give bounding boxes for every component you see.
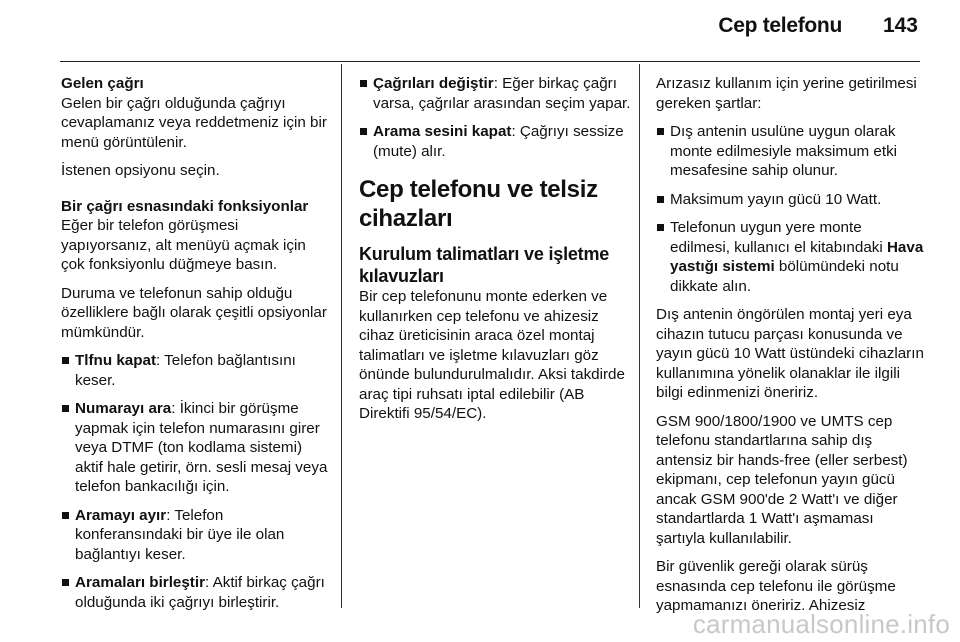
term-merge-calls: Aramaları birleştir bbox=[75, 574, 205, 591]
term-dial-number: Numarayı ara bbox=[75, 400, 172, 417]
conditions-list bbox=[656, 122, 924, 296]
call-functions-list bbox=[61, 351, 331, 612]
list-item bbox=[359, 74, 631, 113]
column-3 bbox=[656, 74, 924, 616]
condition-mounting-pre: Telefonun uygun yere monte edilmesi, kullanıcı el kitabındaki bbox=[670, 219, 887, 256]
term-split-call: Aramayı ayır bbox=[75, 506, 167, 524]
watermark: carmanualsonline.info bbox=[692, 609, 950, 639]
condition-power: Maksimum yayın gücü 10 Watt. bbox=[670, 190, 882, 208]
paragraph-during-call-2: Duruma ve telefonun sahip olduğu özelliklere bağlı olarak çeşitli opsiyonlar mümkündür. bbox=[61, 284, 327, 341]
page-header bbox=[0, 0, 960, 62]
condition-antenna: Dış antenin usulüne uygun olarak monte edilmesiyle maksimum etki mesafesine sahip olunur. bbox=[670, 123, 898, 179]
list-item bbox=[61, 399, 331, 497]
heading-incoming-call: Gelen çağrı bbox=[61, 75, 144, 92]
header-rule bbox=[60, 61, 920, 62]
call-functions-list-cont bbox=[359, 74, 631, 161]
paragraph-conditions: Arızasız kullanım için yerine getirilmesi gereken şartlar: bbox=[656, 75, 917, 112]
bullet-icon bbox=[360, 80, 367, 87]
bullet-icon bbox=[62, 512, 69, 519]
desc-dial-number: : İkinci bir görüşme yapmak için telefon numarasını girer veya DTMF (ton kodlama sistemi) aktif hale getirir, örn. sesli mesaj veya telefon bankacılığı için. bbox=[75, 400, 328, 495]
condition-mounting-post: bölümündeki notu dikkate alın. bbox=[670, 258, 899, 295]
paragraph-safety: Bir güvenlik gereği olarak sürüş esnasında cep telefonu ile görüşme yapmamanızı öneririz. Ahizesiz bbox=[656, 558, 896, 614]
paragraph-gsm: GSM 900/1800/1900 ve UMTS cep telefonu standartlarına sahip dış antensiz bir hands-free (eller serbest) ekipmanı, cep telefonun yayın gücü ancak GSM 900'de 2 Watt'ı ve diğer standartlarda 1 Watt'ı aşmaması şartıyla kullanılabilir. bbox=[656, 412, 908, 547]
paragraph-select-option: İstenen opsiyonu seçin. bbox=[61, 162, 220, 179]
desc-merge-calls: : Aktif birkaç çağrı olduğunda iki çağrıyı birleştirir. bbox=[75, 574, 325, 611]
list-item bbox=[61, 351, 331, 390]
heading-during-call: Bir çağrı esnasındaki fonksiyonlar bbox=[61, 197, 309, 215]
list-item bbox=[61, 573, 331, 612]
paragraph-antenna: Dış antenin öngörülen montaj yeri eya cihazın tutucu parçası konusunda ve yayın gücü 10 Watt üstündeki cihazların kullanımına yönelik olanaklar ile ilgili bilgi edinmenizi öneririz. bbox=[656, 306, 924, 401]
list-item bbox=[61, 506, 331, 565]
column-divider-1 bbox=[341, 64, 342, 608]
page-title: Cep telefonu bbox=[718, 14, 842, 37]
list-item bbox=[656, 190, 924, 210]
desc-mute-call: : Çağrıyı sessize (mute) alır. bbox=[373, 123, 624, 160]
column-divider-2 bbox=[639, 64, 640, 608]
list-item bbox=[656, 218, 924, 296]
term-hang-up: Tlfnu kapat bbox=[75, 352, 157, 369]
term-mute-call: Arama sesini kapat bbox=[373, 123, 512, 140]
list-item bbox=[656, 122, 924, 181]
column-2 bbox=[359, 74, 631, 433]
list-item bbox=[359, 122, 631, 161]
desc-split-call: : Telefon konferansındaki bir üye ile olan bağlantıyı keser. bbox=[75, 506, 285, 563]
term-switch-calls: Çağrıları değiştir bbox=[373, 75, 494, 92]
bullet-icon bbox=[62, 579, 69, 586]
paragraph-incoming-call: Gelen bir çağrı olduğunda çağrıyı cevaplamanız veya reddetmeniz için bir menü görüntülenir. bbox=[61, 94, 327, 151]
bullet-icon bbox=[360, 128, 367, 135]
bullet-icon bbox=[657, 224, 664, 231]
bullet-icon bbox=[62, 357, 69, 364]
bullet-icon bbox=[62, 405, 69, 412]
desc-hang-up: : Telefon bağlantısını keser. bbox=[75, 352, 296, 389]
bullet-icon bbox=[657, 196, 664, 203]
airbag-system-ref: Hava yastığı sistemi bbox=[670, 238, 924, 275]
desc-switch-calls: : Eğer birkaç çağrı varsa, çağrılar arasından seçim yapar. bbox=[373, 75, 631, 112]
paragraph-during-call-1: Eğer bir telefon görüşmesi yapıyorsanız, alt menüyü açmak için çok fonksiyonlu düğmeye basın. bbox=[61, 217, 306, 273]
subsection-heading: Kurulum talimatları ve işletme kılavuzları bbox=[359, 244, 610, 286]
page-number: 143 bbox=[882, 14, 918, 37]
bullet-icon bbox=[657, 128, 664, 135]
section-heading: Cep telefonu ve telsiz cihazları bbox=[359, 176, 598, 232]
paragraph-installation: Bir cep telefonunu monte ederken ve kullanırken cep telefonu ve ahizesiz cihaz üreticisinin araca özel montaj talimatları ve işletme kılavuzları göz önünde bulundurulmalıdır. Aksi takdirde araç tipi ruhsatı iptal edilebilir (AB Direktifi 95/54/EC). bbox=[359, 288, 625, 422]
column-1 bbox=[61, 74, 331, 621]
